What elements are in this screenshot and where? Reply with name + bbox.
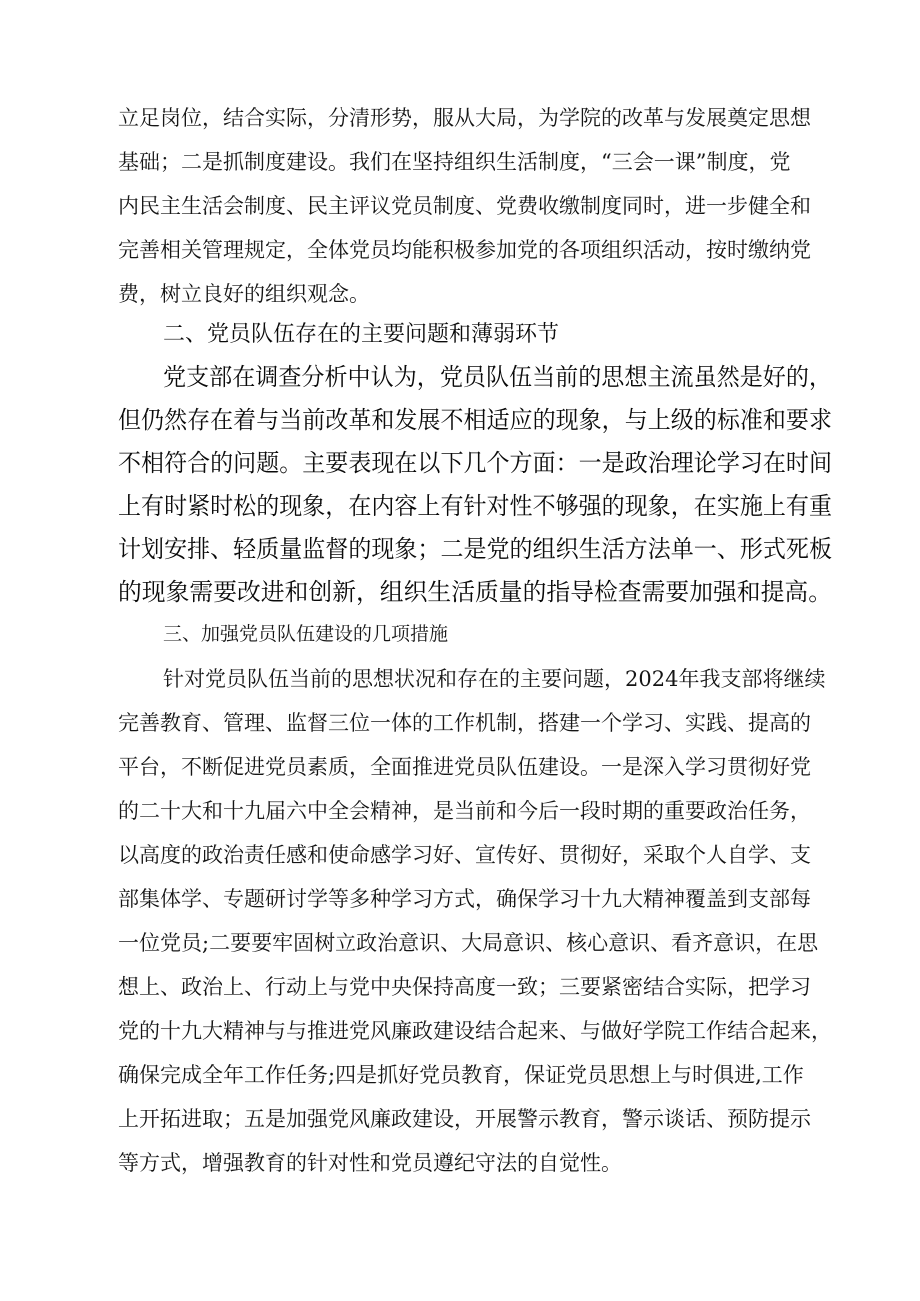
paragraph-3-line: 以高度的政治责任感和使命感学习好、宣传好、贯彻好，采取个人自学、支 xyxy=(118,843,811,867)
paragraph-1-line: 完善相关管理规定，全体党员均能积极参加党的各项组织活动，按时缴纳党 xyxy=(118,238,811,262)
paragraph-2-line: 不相符合的问题。主要表现在以下几个方面：一是政治理论学习在时间 xyxy=(118,449,832,477)
section-heading-3: 三、加强党员队伍建设的几项措施 xyxy=(163,623,449,645)
paragraph-3-line: 针对党员队伍当前的思想状况和存在的主要问题，2024年我支部将继续 xyxy=(163,667,826,691)
paragraph-1-line: 基础；二是抓制度建设。我们在坚持组织生活制度，“三会一课”制度，党 xyxy=(118,150,791,174)
paragraph-3-line: 部集体学、专题研讨学等多种学习方式，确保学习十九大精神覆盖到支部每 xyxy=(118,887,811,911)
paragraph-2-line: 上有时紧时松的现象，在内容上有针对性不够强的现象，在实施上有重 xyxy=(118,492,832,520)
paragraph-2-line: 党支部在调查分析中认为，党员队伍当前的思想主流虽然是好的， xyxy=(163,363,832,391)
paragraph-3-line: 一位党员;二要要牢固树立政治意识、大局意识、核心意识、看齐意识，在思 xyxy=(118,931,819,955)
paragraph-3-line: 党的十九大精神与与推进党风廉政建设结合起来、与做好学院工作结合起来， xyxy=(118,1019,832,1043)
paragraph-3-line: 完善教育、管理、监督三位一体的工作机制，搭建一个学习、实践、提高的 xyxy=(118,711,811,735)
paragraph-3-line: 的二十大和十九届六中全会精神，是当前和今后一段时期的重要政治任务， xyxy=(118,799,811,823)
paragraph-3-line: 等方式，增强教育的针对性和党员遵纪守法的自觉性。 xyxy=(118,1151,622,1175)
paragraph-1-line: 立足岗位，结合实际，分清形势，服从大局，为学院的改革与发展奠定思想 xyxy=(118,106,811,130)
paragraph-3-line: 确保完成全年工作任务;四是抓好党员教育，保证党员思想上与时俱进,工作 xyxy=(118,1063,804,1087)
paragraph-1-line: 内民主生活会制度、民主评议党员制度、党费收缴制度同时，进一步健全和 xyxy=(118,194,811,218)
section-heading-2: 二、党员队伍存在的主要问题和薄弱环节 xyxy=(163,322,560,347)
paragraph-2-line: 的现象需要改进和创新，组织生活质量的指导检查需要加强和提高。 xyxy=(118,578,832,606)
paragraph-3-line: 平台，不断促进党员素质，全面推进党员队伍建设。一是深入学习贯彻好党 xyxy=(118,755,811,779)
paragraph-2-line: 计划安排、轻质量监督的现象；二是党的组织生活方法单一、形式死板 xyxy=(118,535,832,563)
paragraph-3-line: 上开拓进取；五是加强党风廉政建设，开展警示教育，警示谈话、预防提示 xyxy=(118,1107,811,1131)
paragraph-3-line: 想上、政治上、行动上与党中央保持高度一致；三要紧密结合实际，把学习 xyxy=(118,975,811,999)
paragraph-1-line: 费，树立良好的组织观念。 xyxy=(118,282,370,306)
paragraph-2-line: 但仍然存在着与当前改革和发展不相适应的现象，与上级的标准和要求 xyxy=(118,406,832,434)
